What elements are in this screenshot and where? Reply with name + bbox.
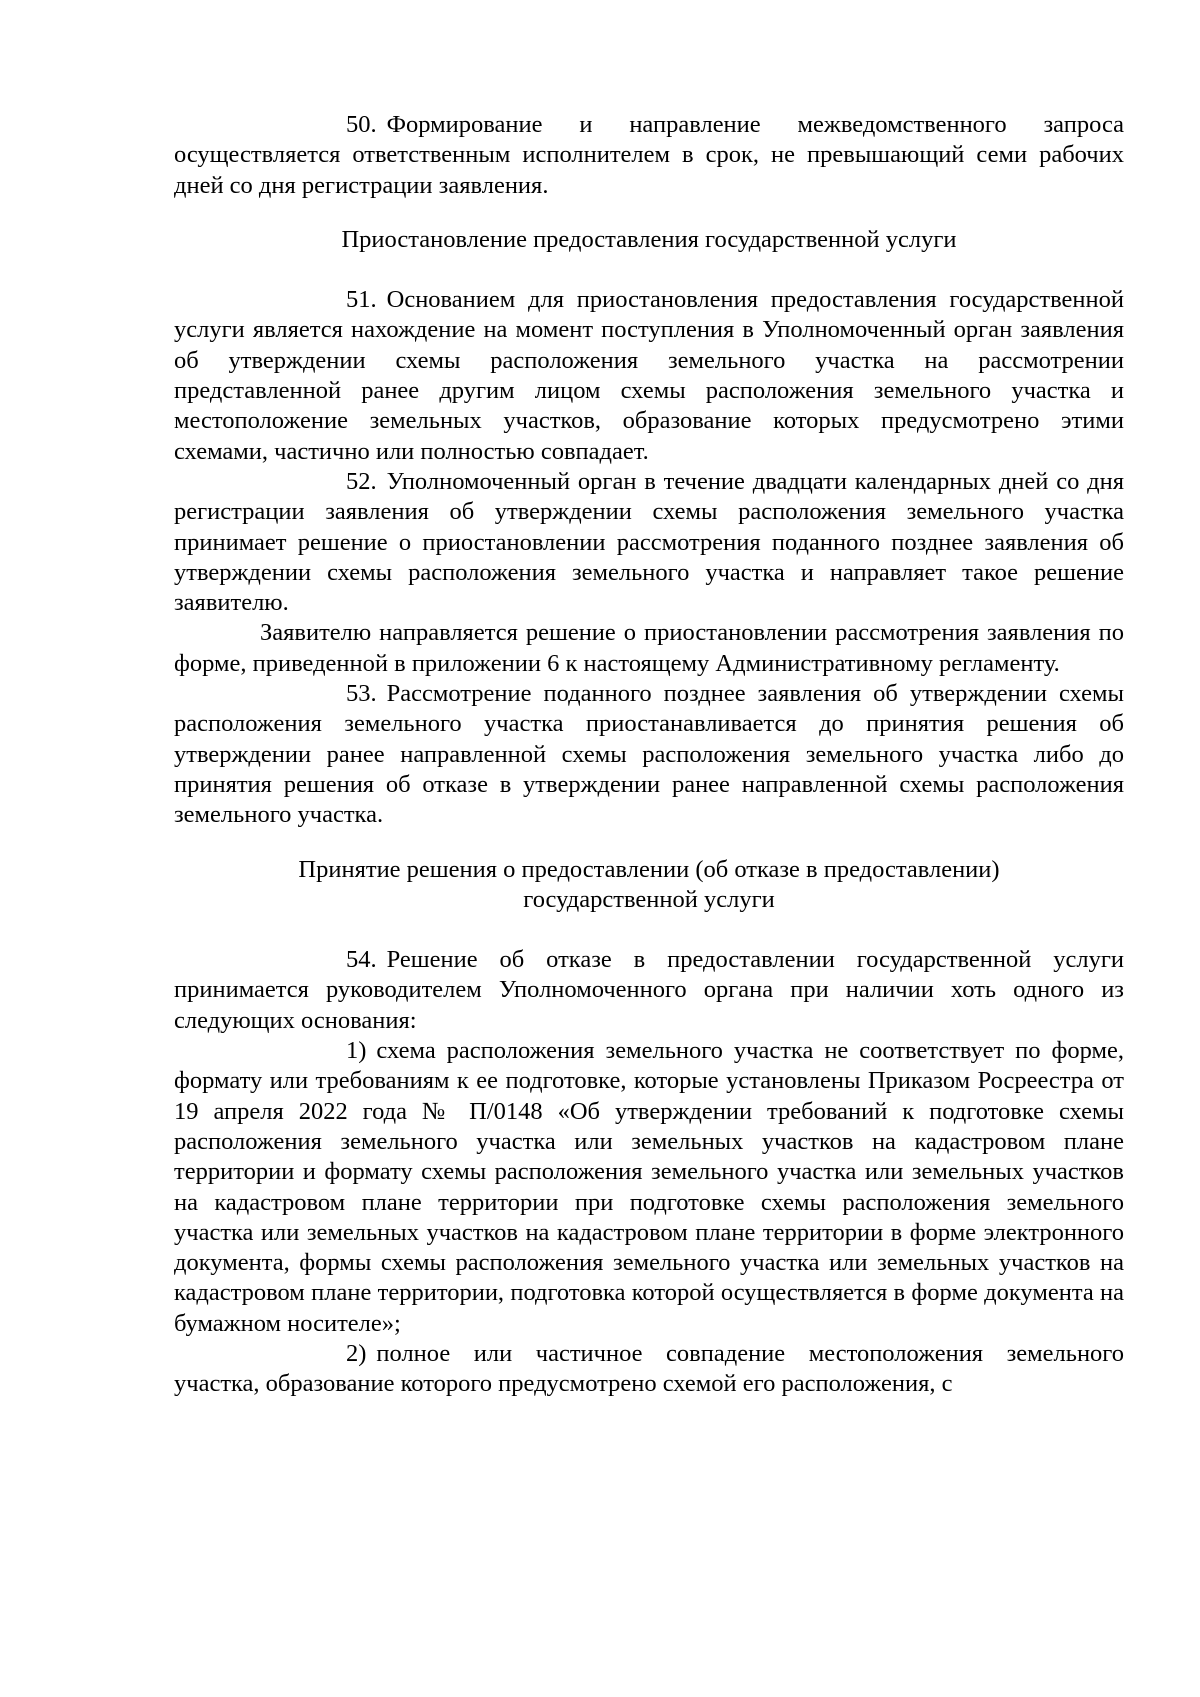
paragraph-text: Решение об отказе в предоставлении государственной услуги принимается руководителем Уполномоченного органа при наличии хоть одного из следующих основания: [174,946,1124,1034]
paragraph-number: 52. [346,467,377,495]
paragraph-text: Рассмотрение поданного позднее заявления об утверждении схемы расположения земельного участка приостанавливается до принятия решения об утверждении ранее направленной схемы расположения земельного участка либо до принятия решения об отказе в утверждении ранее направленной схемы расположения земельного участка. [174,680,1124,829]
paragraph-52 [174,467,1124,618]
paragraph-53 [174,679,1124,830]
heading-line: государственной услуги [523,885,775,913]
heading-line: Принятие решения о предоставлении (об отказе в предоставлении) [298,855,1000,883]
list-item-text: схема расположения земельного участка не соответствует по форме, формату или требованиям к ее подготовке, которые установлены Приказом Росреестра от 19 апреля 2022 года № П/0148 «Об утверждении требований к подготовке схемы расположения земельного участка или земельных участков на кадастровом плане территории и формату схемы расположения земельного участка или земельных участков на кадастровом плане территории при подготовке схемы расположения земельного участка или земельных участков на кадастровом плане территории в форме электронного документа, формы схемы расположения земельного участка или земельных участков на кадастровом плане территории, подготовка которой осуществляется в форме документа на бумажном носителе»; [174,1037,1124,1337]
section-heading-decision [174,855,1124,916]
list-item-1 [174,1036,1124,1339]
paragraph-51 [174,285,1124,467]
paragraph-number: 53. [346,680,377,708]
paragraph-number: 54. [346,946,377,974]
section-heading-suspension [174,225,1124,255]
paragraph-54 [174,945,1124,1036]
list-item-number: 1) [346,1037,367,1065]
paragraph-text: Заявителю направляется решение о приостановлении рассмотрения заявления по форме, приведенной в приложении 6 к настоящему Административному регламенту. [174,619,1124,677]
paragraph-text: Основанием для приостановления предоставления государственной услуги является нахождение на момент поступления в Уполномоченный орган заявления об утверждении схемы расположения земельного участка на рассмотрении представленной ранее другим лицом схемы расположения земельного участка и местоположение земельных участков, образование которых предусмотрено этими схемами, частично или полностью совпадает. [174,286,1124,465]
paragraph-50 [174,110,1124,201]
list-item-number: 2) [346,1339,367,1367]
paragraph-52-continuation [174,618,1124,679]
paragraph-text: Формирование и направление межведомственного запроса осуществляется ответственным исполнителем в срок, не превышающий семи рабочих дней со дня регистрации заявления. [174,111,1124,199]
paragraph-text: Уполномоченный орган в течение двадцати календарных дней со дня регистрации заявления об утверждении схемы расположения земельного участка принимает решение о приостановлении рассмотрения поданного позднее заявления об утверждении схемы расположения земельного участка и направляет такое решение заявителю. [174,467,1124,617]
heading-line: Приостановление предоставления государственной услуги [341,225,957,253]
paragraph-number: 50. [346,111,377,138]
list-item-2 [174,1339,1124,1400]
list-item-text: полное или частичное совпадение местоположения земельного участка, образование которого предусмотрено схемой его расположения, с [174,1339,1124,1398]
document-body [174,110,1124,1400]
paragraph-number: 51. [346,286,377,314]
